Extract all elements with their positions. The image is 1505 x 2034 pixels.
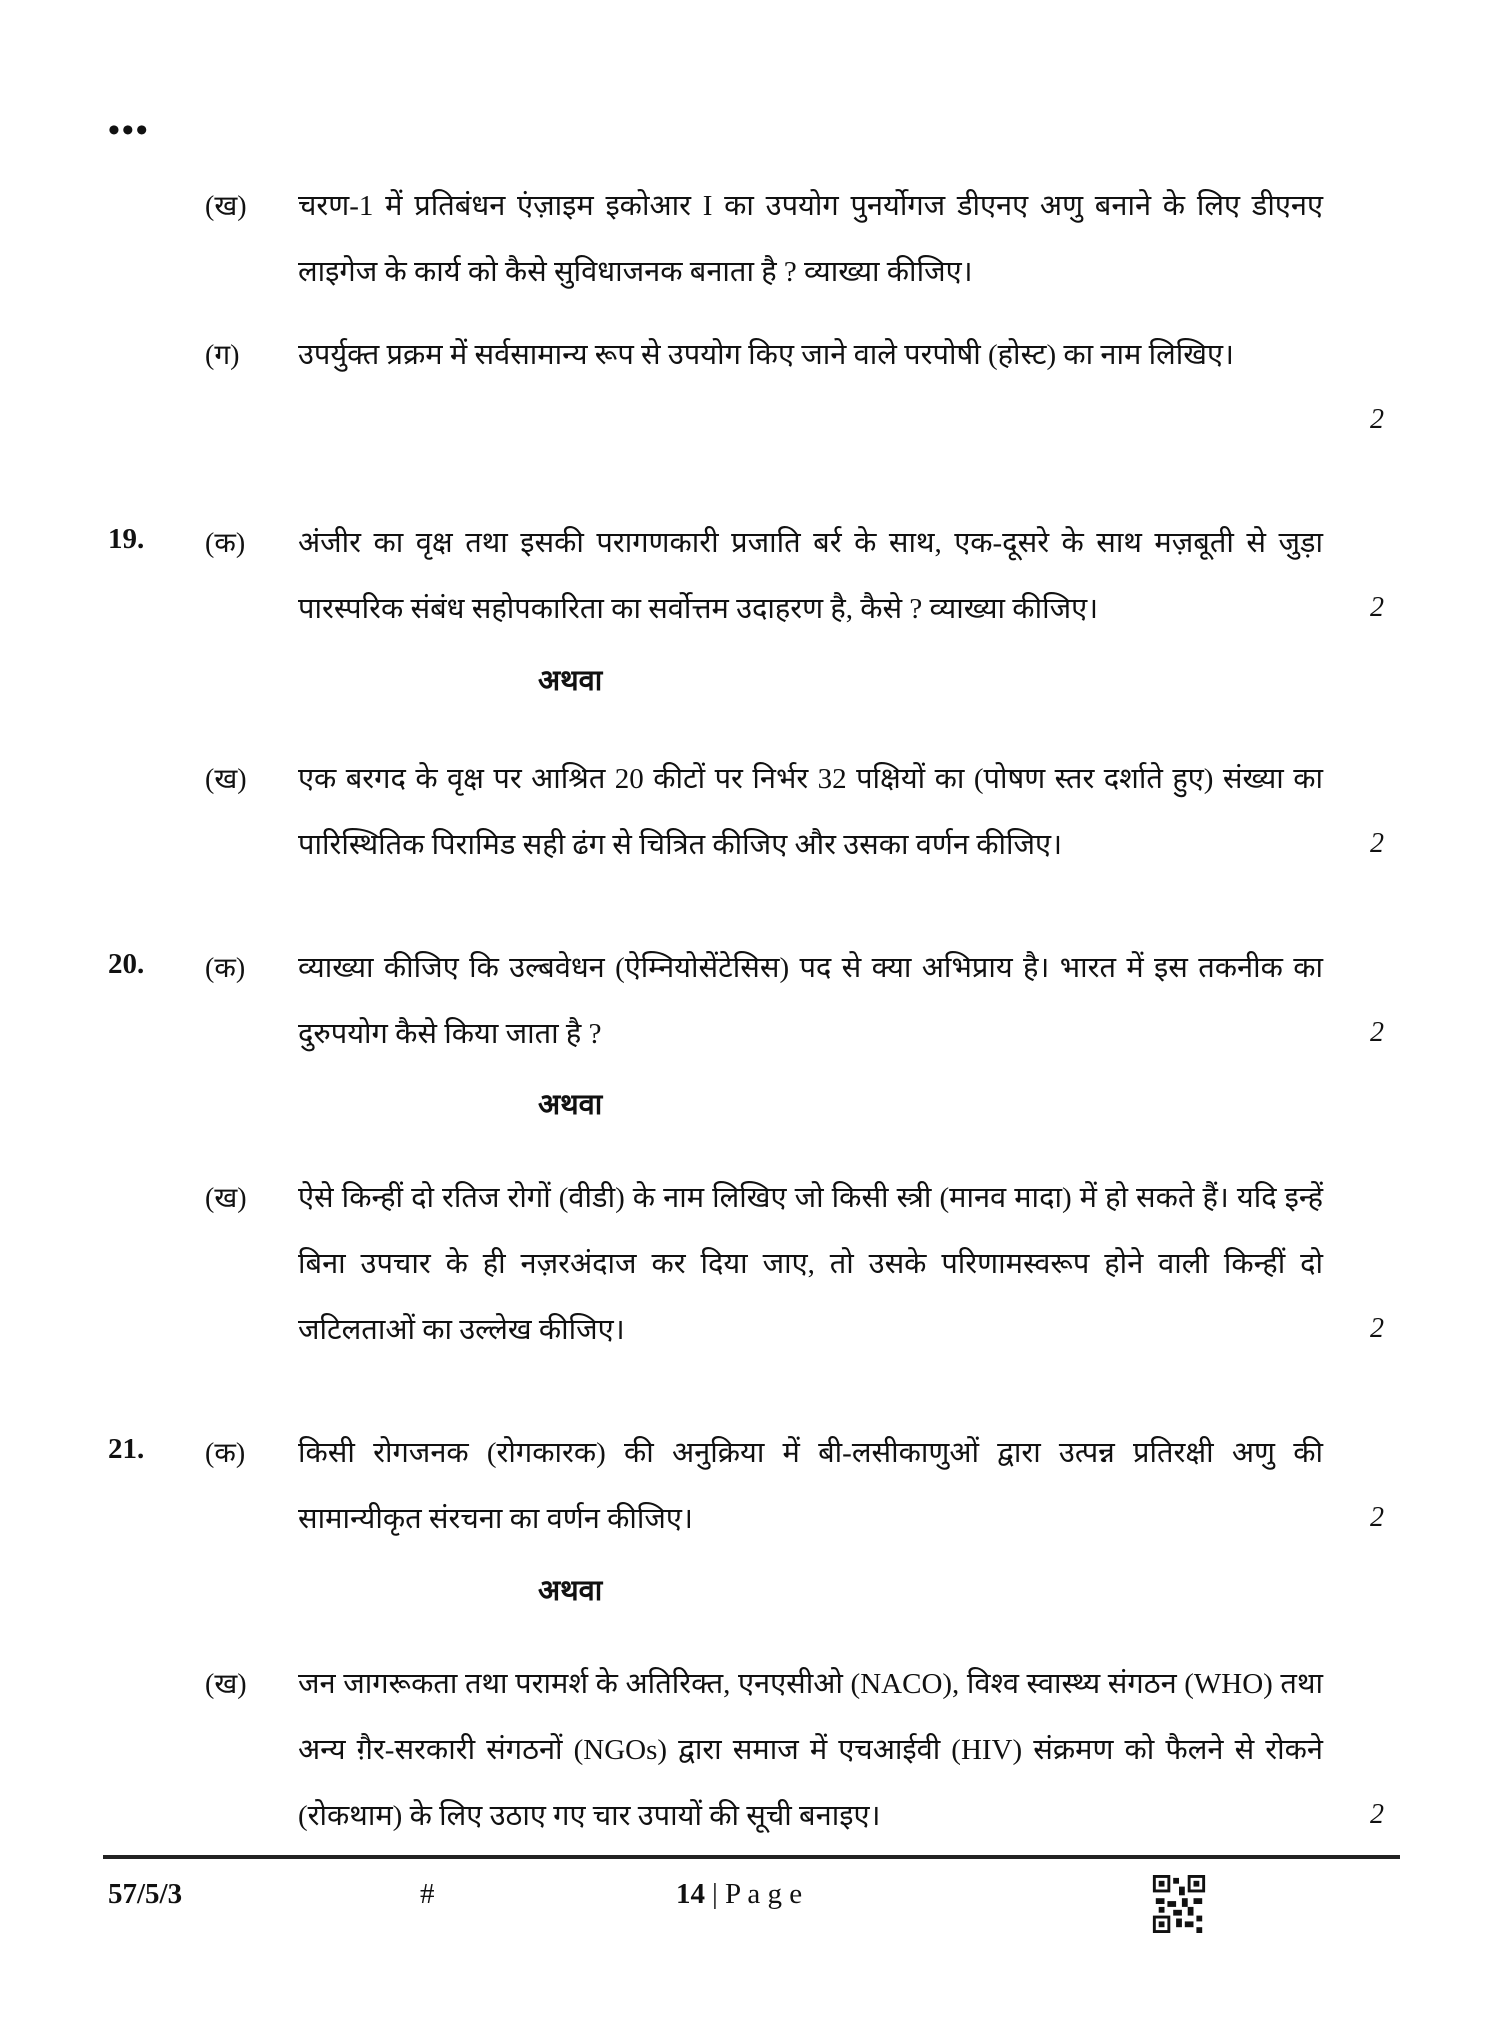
marks: 2 (1370, 1799, 1384, 1830)
page-number: 14 (676, 1878, 705, 1910)
marks: 2 (1370, 404, 1384, 435)
question-text: अंजीर का वृक्ष तथा इसकी परागणकारी प्रजाति बर्र के साथ, एक-दूसरे के साथ मज़बूती से जुड़ा पारस्परिक संबंध सहोपकारिता का सर्वोत्तम उदाहरण है, कैसे ? व्याख्या कीजिए। (298, 527, 1323, 625)
sub-label: (ख) (205, 1183, 247, 1214)
paper-code: 57/5/3 (108, 1878, 183, 1910)
or-divider: अथवा (538, 1089, 603, 1121)
qr-code-icon (1152, 1875, 1206, 1933)
footer-rule (103, 1855, 1400, 1859)
question-number: 21. (108, 1433, 145, 1465)
marks: 2 (1370, 1502, 1384, 1533)
marks: 2 (1370, 592, 1384, 623)
question-number: 19. (108, 523, 145, 555)
sub-label: (क) (205, 528, 246, 559)
sub-label: (ख) (205, 764, 247, 795)
marks: 2 (1370, 1313, 1384, 1344)
sub-label: (ख) (205, 191, 247, 222)
page-word: | P a g e (712, 1878, 803, 1910)
marks: 2 (1370, 1017, 1384, 1048)
sub-label: (ख) (205, 1669, 247, 1700)
question-text: जन जागरूकता तथा परामर्श के अतिरिक्त, एनएसीओ (NACO), विश्व स्वास्थ्य संगठन (WHO) तथा अन्य ग़ैर-सरकारी संगठनों (NGOs) द्वारा समाज में एचआईवी (HIV) संक्रमण को फैलने से रोकने (रोकथाम) के लिए उठाए गए चार उपायों की सूची बनाइए। (298, 1668, 1323, 1832)
question-text: ऐसे किन्हीं दो रतिज रोगों (वीडी) के नाम लिखिए जो किसी स्त्री (मानव मादा) में हो सकते हैं। यदि इन्हें बिना उपचार के ही नज़रअंदाज कर दिया जाए, तो उसके परिणामस्वरूप होने वाली किन्हीं दो जटिलताओं का उल्लेख कीजिए। (298, 1182, 1323, 1346)
sub-label: (क) (205, 953, 246, 984)
marks: 2 (1370, 828, 1384, 859)
question-text: चरण-1 में प्रतिबंधन एंज़ाइम इकोआर I का उपयोग पुनर्योगज डीएनए अणु बनाने के लिए डीएनए लाइगेज के कार्य को कैसे सुविधाजनक बनाता है ? व्याख्या कीजिए। (298, 190, 1323, 288)
question-text: व्याख्या कीजिए कि उल्बवेधन (ऐम्नियोसेंटेसिस) पद से क्या अभिप्राय है। भारत में इस तकनीक का दुरुपयोग कैसे किया जाता है ? (298, 952, 1323, 1050)
question-text: किसी रोगजनक (रोगकारक) की अनुक्रिया में बी-लसीकाणुओं द्वारा उत्पन्न प्रतिरक्षी अणु की सामान्यीकृत संरचना का वर्णन कीजिए। (298, 1437, 1323, 1535)
question-number: 20. (108, 948, 145, 980)
question-text: एक बरगद के वृक्ष पर आश्रित 20 कीटों पर निर्भर 32 पक्षियों का (पोषण स्तर दर्शाते हुए) संख्या का पारिस्थितिक पिरामिड सही ढंग से चित्रित कीजिए और उसका वर्णन कीजिए। (298, 763, 1323, 861)
sub-label: (ग) (205, 340, 240, 371)
question-text: उपर्युक्त प्रक्रम में सर्वसामान्य रूप से उपयोग किए जाने वाले परपोषी (होस्ट) का नाम लिखिए। (298, 339, 1235, 371)
or-divider: अथवा (538, 1575, 603, 1607)
footer-hash: # (420, 1878, 435, 1910)
continuation-marker: ••• (108, 112, 150, 149)
sub-label: (क) (205, 1438, 246, 1469)
or-divider: अथवा (538, 665, 603, 697)
